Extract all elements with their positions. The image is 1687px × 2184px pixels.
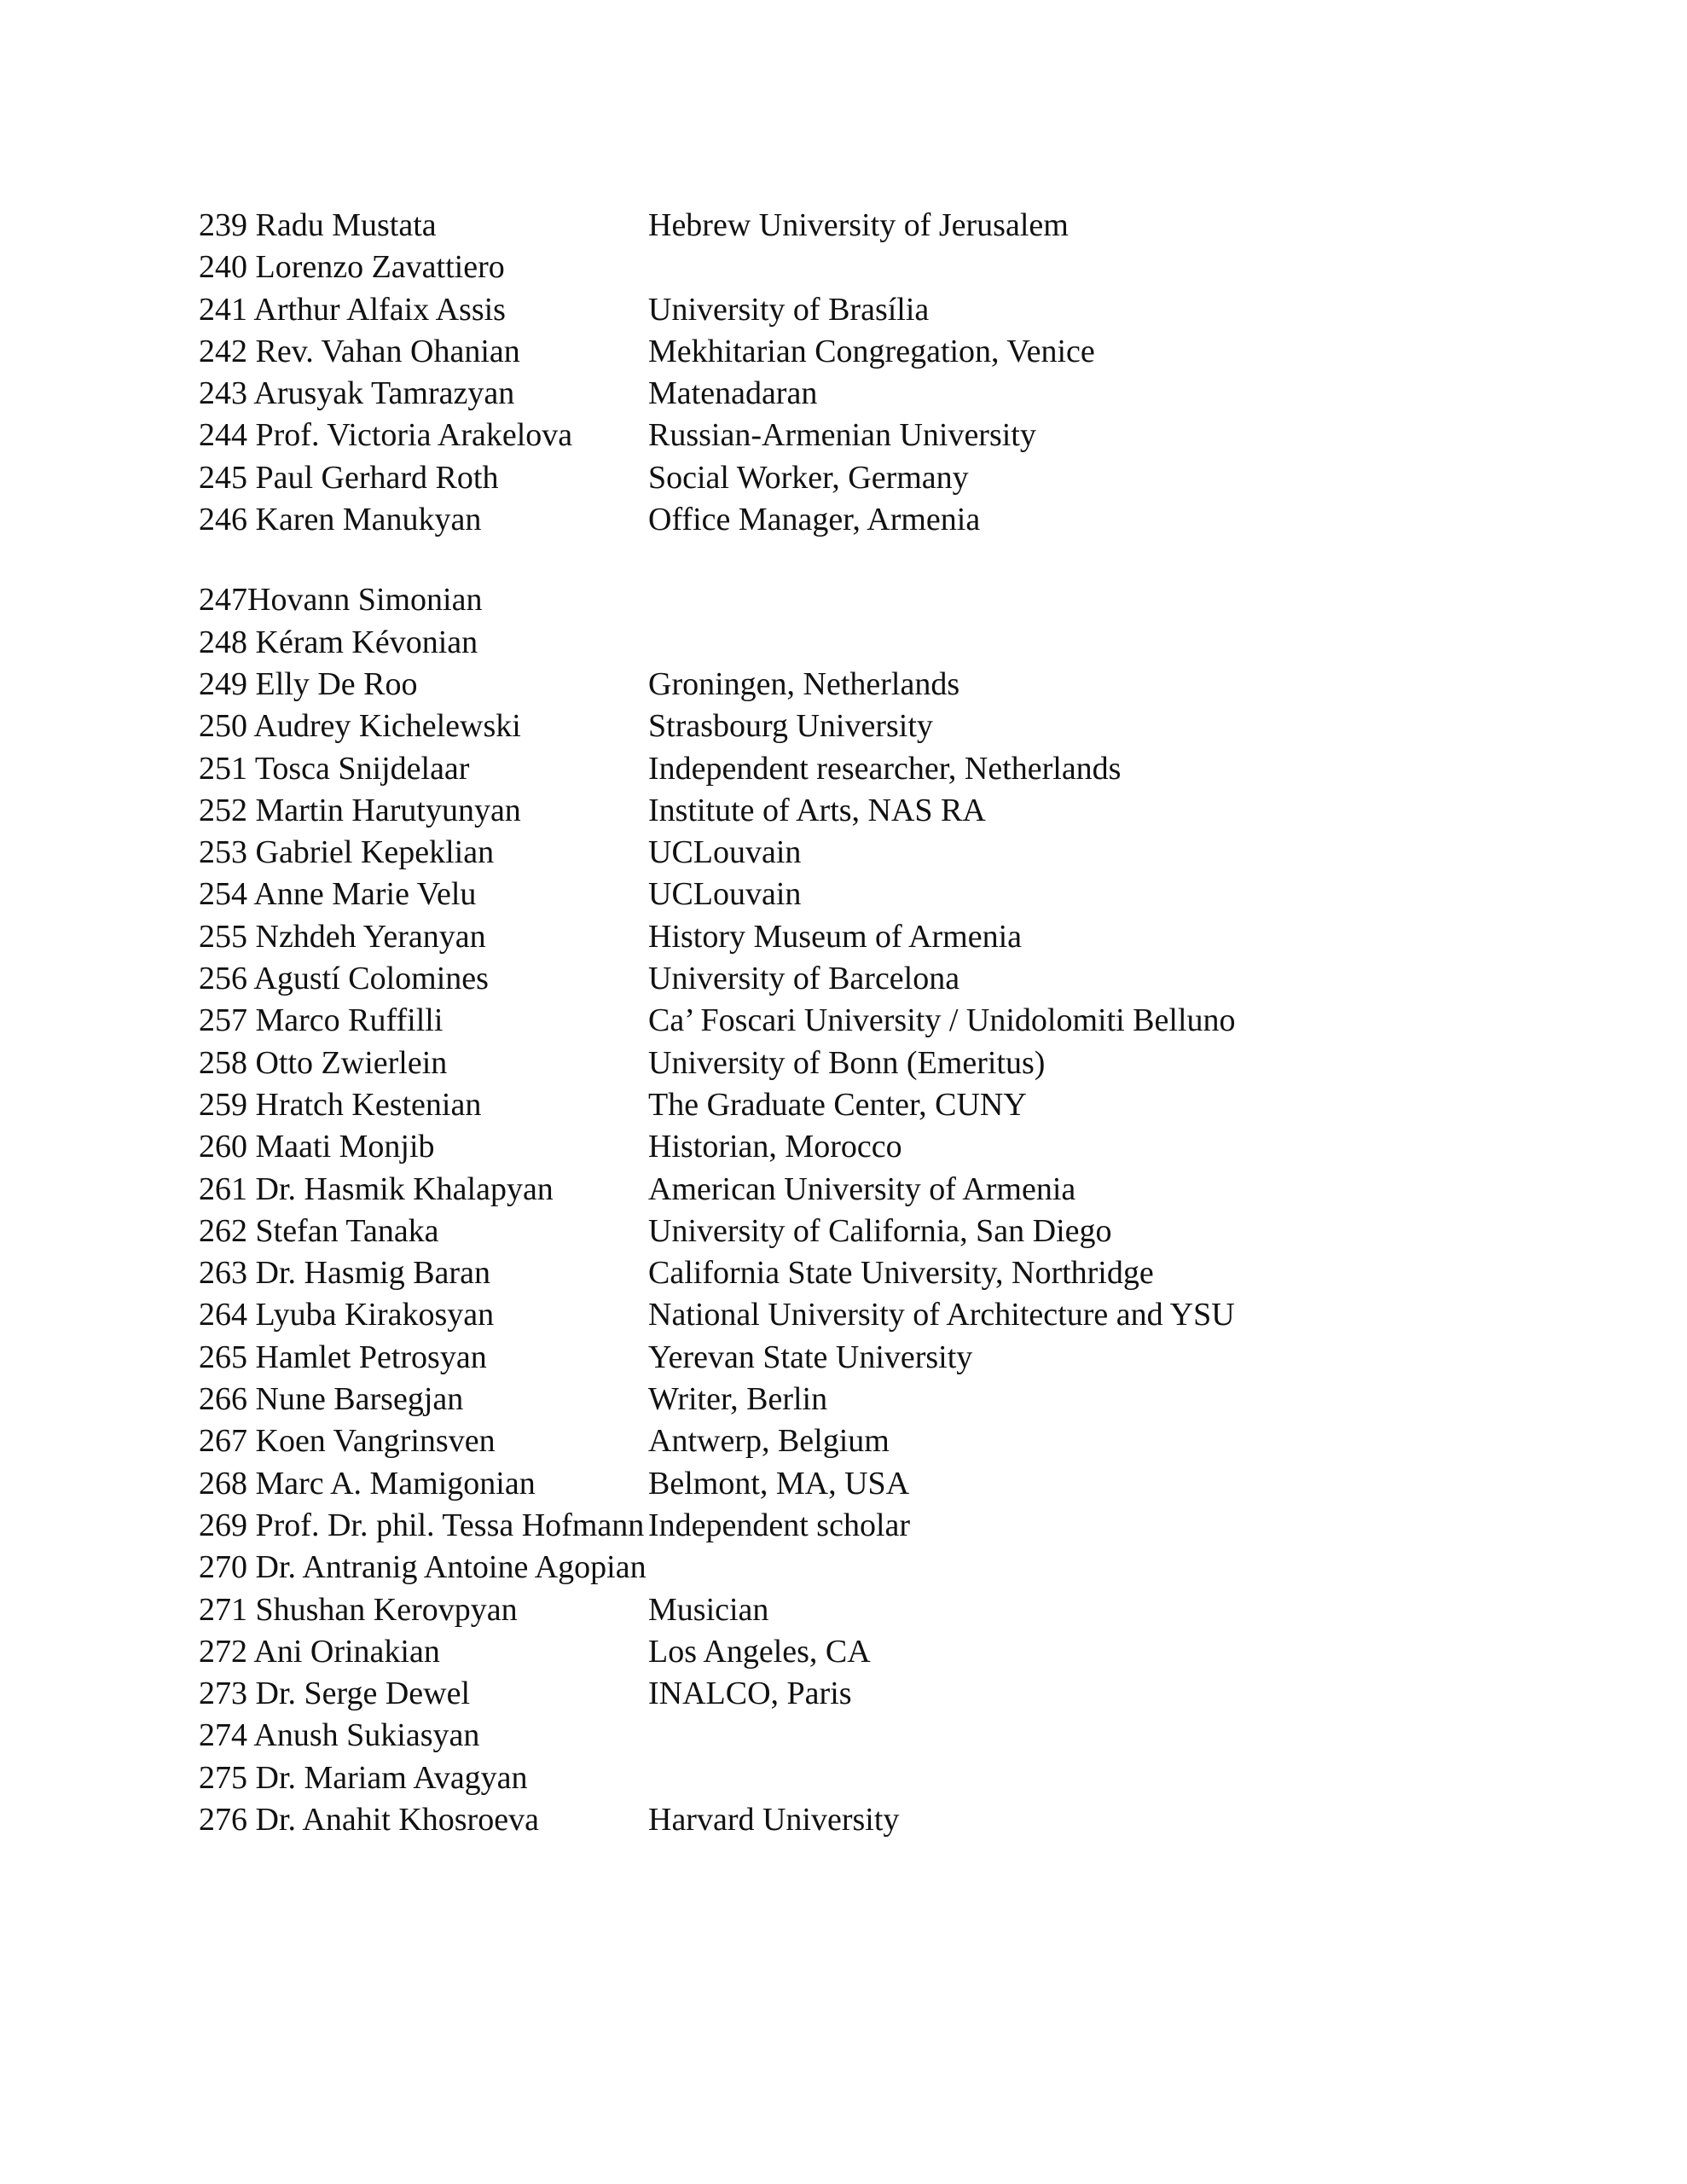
signatory-row [199,1252,1529,1294]
signatory-row [199,289,1529,331]
signatory-row [199,1169,1529,1211]
signatory-row [199,1000,1529,1042]
signatory-affiliation: Office Manager, Armenia [648,502,981,538]
signatory-row [199,1420,1529,1462]
signatory-name: 242 Rev. Vahan Ohanian [199,333,520,369]
signatory-row [199,1379,1529,1420]
signatory-row [199,916,1529,958]
signatory-name: 247Hovann Simonian [199,582,483,619]
signatory-name: 251 Tosca Snijdelaar [199,750,470,787]
signatory-name: 268 Marc A. Mamigonian [199,1465,536,1502]
signatory-name: 266 Nune Barsegjan [199,1381,464,1418]
signatory-affiliation: INALCO, Paris [648,1676,852,1712]
signatory-affiliation: UCLouvain [648,834,802,871]
signatory-name: 257 Marco Ruffilli [199,1002,443,1039]
signatory-name: 252 Martin Harutyunyan [199,792,521,828]
signatory-affiliation: University of Barcelona [648,961,960,997]
signatory-row [199,1547,1529,1589]
signatory-affiliation: Belmont, MA, USA [648,1465,910,1502]
signatory-row [199,790,1529,832]
signatory-name: 262 Stefan Tanaka [199,1212,439,1249]
signatory-row [199,832,1529,874]
signatory-name: 269 Prof. Dr. phil. Tessa Hofmann [199,1507,645,1543]
signatory-row [199,1631,1529,1673]
signatory-row [199,1043,1529,1084]
signatory-row [199,1715,1529,1757]
signatory-row [199,664,1529,706]
signatory-row [199,579,1529,621]
signatory-name: 271 Shushan Kerovpyan [199,1591,518,1628]
signatory-name: 255 Nzhdeh Yeranyan [199,918,486,955]
signatory-name: 264 Lyuba Kirakosyan [199,1297,495,1333]
signatory-name: 258 Otto Zwierlein [199,1044,448,1081]
signatory-row [199,1126,1529,1168]
signatory-affiliation: American University of Armenia [648,1170,1076,1207]
signatory-row [199,1799,1529,1841]
signatory-row [199,415,1529,456]
signatory-row [199,331,1529,373]
signatory-affiliation: Musician [648,1591,769,1628]
signatory-row [199,622,1529,664]
signatory-affiliation: The Graduate Center, CUNY [648,1086,1027,1123]
signatory-row [199,874,1529,915]
signatory-name: 263 Dr. Hasmig Baran [199,1255,490,1292]
signatory-affiliation: Social Worker, Germany [648,459,969,496]
signatory-row [199,1294,1529,1336]
signatory-name: 267 Koen Vangrinsven [199,1423,496,1460]
signatory-row [199,706,1529,747]
signatory-affiliation: Matenadaran [648,375,818,412]
signatory-row [199,1589,1529,1631]
signatory-name: 250 Audrey Kichelewski [199,708,521,745]
signatory-row [199,1337,1529,1379]
signatory-affiliation: University of California, San Diego [648,1212,1112,1249]
signatory-name: 260 Maati Monjib [199,1129,435,1165]
signatory-affiliation: Yerevan State University [648,1339,973,1375]
signatory-name: 243 Arusyak Tamrazyan [199,375,515,412]
signatory-name: 261 Dr. Hasmik Khalapyan [199,1170,554,1207]
signatory-affiliation: Russian-Armenian University [648,417,1036,454]
signatory-row [199,457,1529,499]
signatory-name: 256 Agustí Colomines [199,961,489,997]
signatory-affiliation: Historian, Morocco [648,1129,902,1165]
signatory-name: 240 Lorenzo Zavattiero [199,249,505,286]
signatory-affiliation: Hebrew University of Jerusalem [648,207,1069,243]
signatory-name: 249 Elly De Roo [199,665,418,702]
signatory-affiliation: Ca’ Foscari University / Unidolomiti Belluno [648,1002,1236,1039]
signatory-list [199,205,1529,1841]
signatory-name: 259 Hratch Kestenian [199,1086,482,1123]
signatory-name: 270 Dr. Antranig Antoine Agopian [199,1549,646,1586]
signatory-row [199,1211,1529,1252]
signatory-affiliation: Institute of Arts, NAS RA [648,792,986,828]
signatory-name: 273 Dr. Serge Dewel [199,1676,471,1712]
signatory-row [199,1673,1529,1715]
signatory-name: 275 Dr. Mariam Avagyan [199,1759,528,1796]
signatory-name: 245 Paul Gerhard Roth [199,459,499,496]
signatory-row [199,205,1529,247]
signatory-affiliation: National University of Architecture and YSU [648,1297,1235,1333]
signatory-row [199,373,1529,415]
signatory-affiliation: Independent researcher, Netherlands [648,750,1122,787]
signatory-name: 272 Ani Orinakian [199,1633,440,1670]
signatory-name: 248 Kéram Kévonian [199,624,478,660]
signatory-name: 276 Dr. Anahit Khosroeva [199,1801,539,1838]
signatory-affiliation: History Museum of Armenia [648,918,1023,955]
signatory-name: 254 Anne Marie Velu [199,876,477,913]
signatory-affiliation: University of Brasília [648,291,930,328]
signatory-affiliation: University of Bonn (Emeritus) [648,1044,1046,1081]
signatory-affiliation: Los Angeles, CA [648,1633,871,1670]
signatory-affiliation: UCLouvain [648,876,802,913]
signatory-row [199,1505,1529,1547]
signatory-name: 244 Prof. Victoria Arakelova [199,417,573,454]
signatory-row [199,1084,1529,1126]
signatory-affiliation: Groningen, Netherlands [648,665,960,702]
signatory-affiliation: Mekhitarian Congregation, Venice [648,333,1095,369]
signatory-affiliation: California State University, Northridge [648,1255,1154,1292]
signatory-row [199,748,1529,790]
signatory-affiliation: Independent scholar [648,1507,911,1543]
signatory-affiliation: Strasbourg University [648,708,933,745]
signatory-name: 246 Karen Manukyan [199,502,482,538]
signatory-name: 239 Radu Mustata [199,207,437,243]
signatory-row [199,1757,1529,1799]
signatory-row [199,958,1529,1000]
signatory-name: 241 Arthur Alfaix Assis [199,291,506,328]
signatory-row [199,1463,1529,1505]
signatory-affiliation: Antwerp, Belgium [648,1423,890,1460]
signatory-row [199,499,1529,541]
signatory-row [199,247,1529,288]
signatory-affiliation: Writer, Berlin [648,1381,828,1418]
signatory-name: 274 Anush Sukiasyan [199,1717,480,1754]
signatory-affiliation: Harvard University [648,1801,900,1838]
signatory-name: 265 Hamlet Petrosyan [199,1339,487,1375]
signatory-name: 253 Gabriel Kepeklian [199,834,495,871]
